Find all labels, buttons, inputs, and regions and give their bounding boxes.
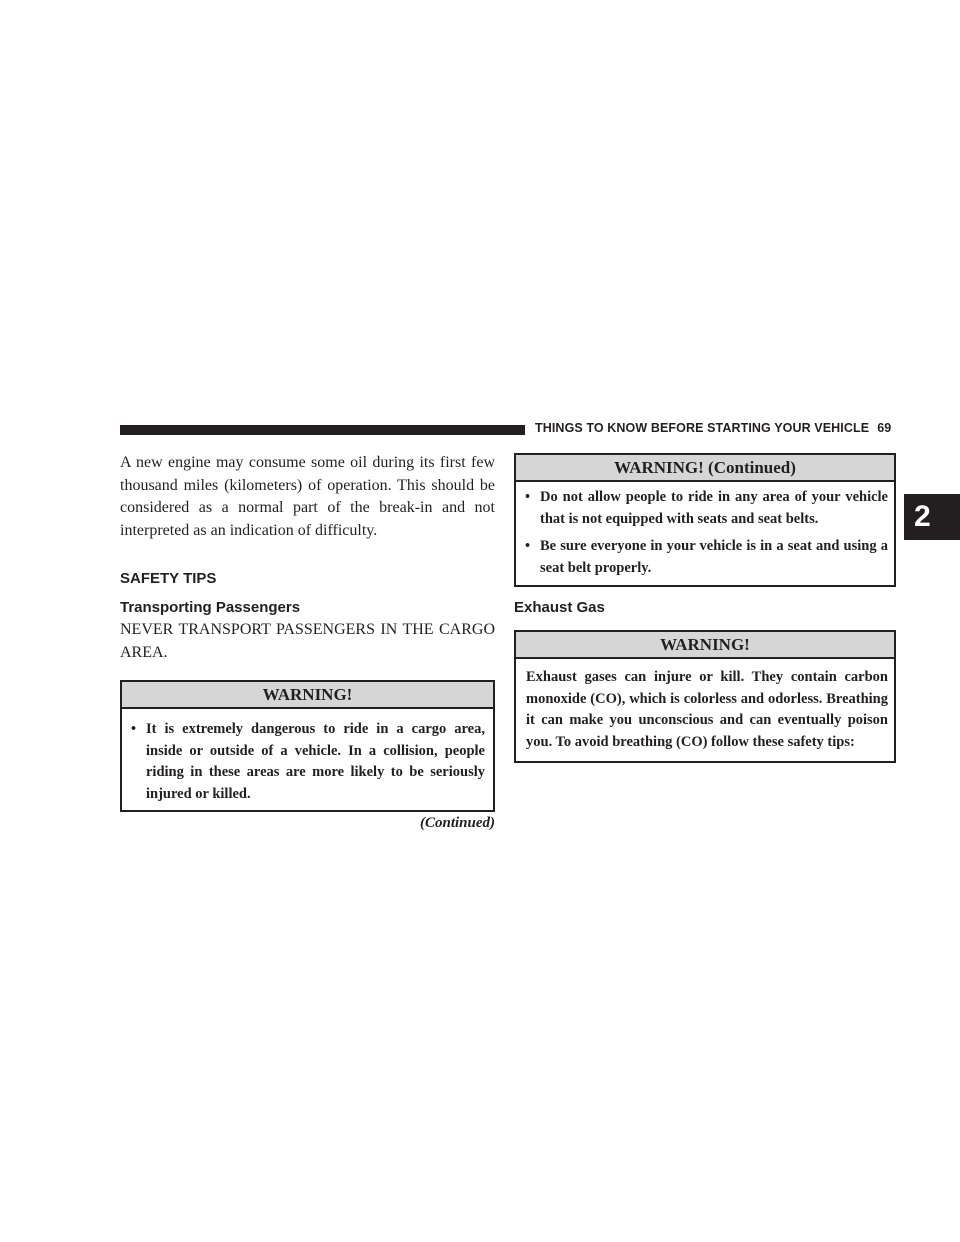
caps-warning-paragraph: NEVER TRANSPORT PASSENGERS IN THE CARGO AREA. — [120, 621, 495, 661]
warning-box-exhaust — [514, 630, 896, 763]
page-number: 69 — [877, 421, 892, 435]
bullet: • — [525, 538, 531, 554]
bullet: • — [131, 721, 137, 737]
header-rule — [120, 425, 525, 435]
left-column — [120, 452, 495, 832]
header-title: THINGS TO KNOW BEFORE STARTING YOUR VEHICLE — [535, 421, 870, 435]
warning-item-text: It is extremely dangerous to ride in a cargo area, inside or outside of a vehicle. In a collision, people riding in these areas are more likely to be seriously injured or killed. — [146, 721, 485, 802]
warning-item — [122, 719, 485, 805]
bullet: • — [525, 489, 531, 505]
continued-label: (Continued) — [419, 815, 495, 831]
running-header — [535, 421, 895, 435]
warning-box-cargo — [120, 680, 495, 812]
warning-item-text: Be sure everyone in your vehicle is in a seat and using a seat belt properly. — [540, 538, 888, 576]
warning-box-continued — [514, 453, 896, 587]
intro-paragraph: A new engine may consume some oil during its first few thousand miles (kilometers) of operation. This should be considered as a normal part of the break-in and not interpreted as an indication of difficulty. — [120, 454, 495, 539]
chapter-tab[interactable]: 2 — [904, 494, 960, 540]
warning-title: WARNING! (Continued) — [516, 455, 894, 482]
warning-item-text: Do not allow people to ride in any area of your vehicle that is not equipped with seats and seat belts. — [540, 489, 888, 527]
warning-list — [122, 709, 493, 810]
warning-title: WARNING! — [122, 682, 493, 709]
right-column — [514, 453, 896, 763]
warning-list — [516, 482, 894, 585]
warning-text: Exhaust gases can injure or kill. They contain carbon monoxide (CO), which is colorless and odorless. Breathing it can make you unconscious and can eventually poison you. To avoid breathing (CO) follow these safety tips: — [526, 669, 888, 750]
warning-item — [516, 536, 888, 579]
warning-item — [516, 487, 888, 530]
section-heading-safety-tips: SAFETY TIPS — [120, 570, 217, 587]
subsection-heading-transporting-passengers: Transporting Passengers — [120, 599, 301, 616]
warning-title: WARNING! — [516, 632, 894, 659]
subsection-heading-exhaust-gas: Exhaust Gas — [514, 599, 605, 616]
